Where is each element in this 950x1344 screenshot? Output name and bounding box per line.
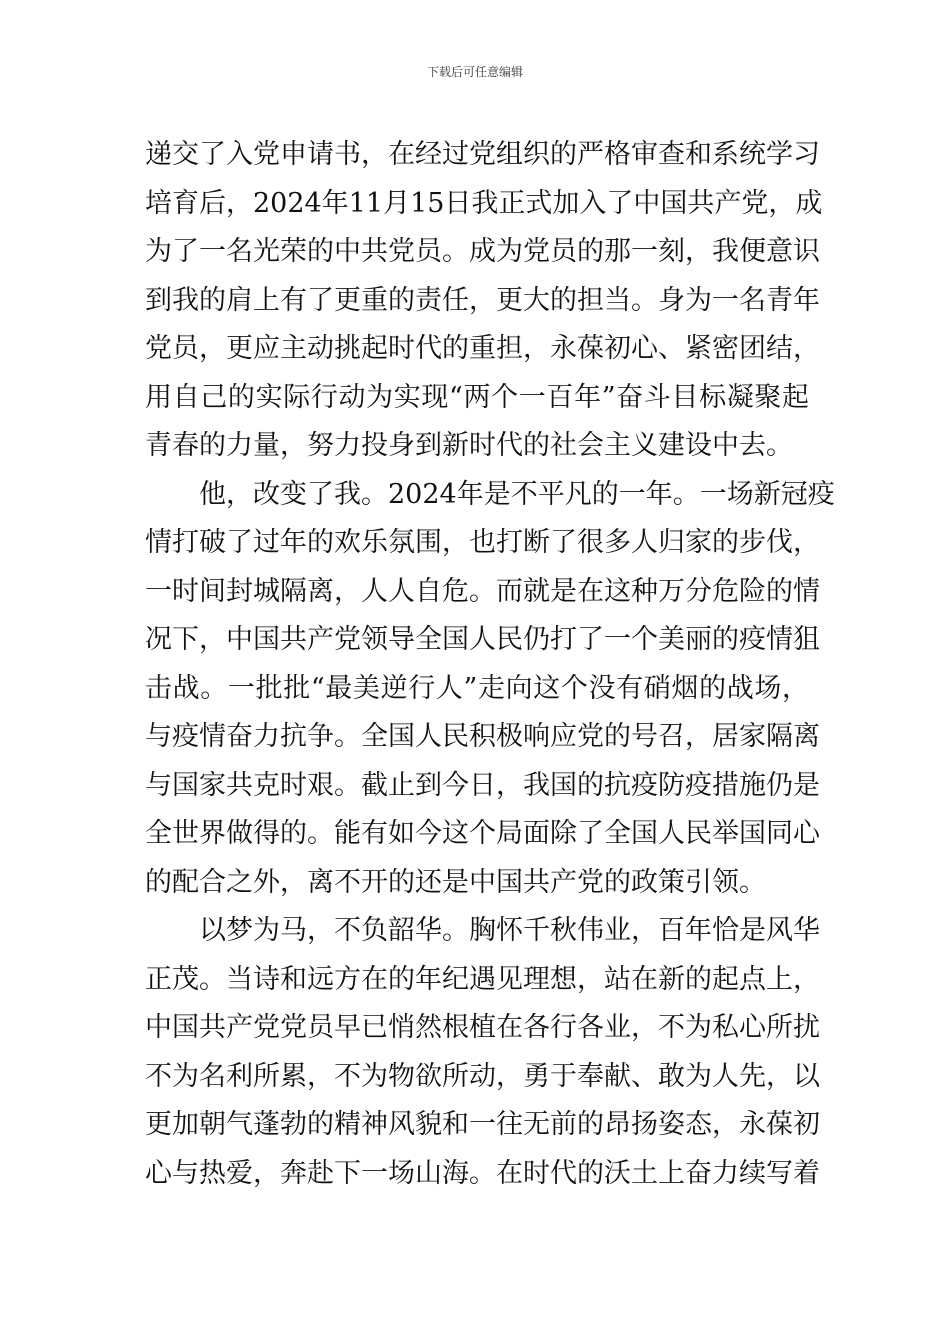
page-header: 下载后可任意编辑 [426, 65, 523, 79]
text-line: 与疫情奋力抗争。全国人民积极响应党的号召，居家隔离 [145, 721, 820, 752]
text-line: 况下，中国共产党领导全国人民仍打了一个美丽的疫情狙 [145, 624, 820, 655]
text-line: 的配合之外，离不开的还是中国共产党的政策引领。 [145, 866, 766, 898]
text-line: 到我的肩上有了更重的责任，更大的担当。身为一名青年 [145, 284, 820, 316]
text-line: 他，改变了我。2024年是不平凡的一年。一场新冠疫 [199, 478, 835, 510]
text-line: 与国家共克时艰。截止到今日，我国的抗疫防疫措施仍是 [145, 769, 820, 801]
text-line: 培育后，2024年11月15日我正式加入了中国共产党，成 [145, 187, 823, 219]
text-line: 以梦为马，不负韶华。胸怀千秋伟业，百年恰是风华 [199, 915, 820, 946]
text-line: 更加朝气蓬勃的精神风貌和一往无前的昂扬姿态，永葆初 [145, 1109, 820, 1140]
text-line: 党员，更应主动挑起时代的重担，永葆初心、紧密团结， [145, 333, 820, 364]
text-line: 用自己的实际行动为实现“两个一百年”奋斗目标凝聚起 [145, 381, 809, 413]
document-body [145, 131, 835, 1198]
text-line: 击战。一批批“最美逆行人”走向这个没有硝烟的战场， [145, 672, 809, 704]
text-line: 正茂。当诗和远方在的年纪遇见理想，站在新的起点上， [145, 963, 820, 995]
text-line: 全世界做得的。能有如今这个局面除了全国人民举国同心 [145, 818, 820, 849]
text-line: 中国共产党党员早已悄然根植在各行各业，不为私心所扰 [145, 1012, 820, 1043]
text-line: 情打破了过年的欢乐氛围，也打断了很多人归家的步伐， [145, 527, 820, 558]
text-line: 心与热爱，奔赴下一场山海。在时代的沃土上奋力续写着 [145, 1157, 820, 1189]
text-line: 一时间封城隔离，人人自危。而就是在这种万分危险的情 [145, 575, 820, 607]
text-line: 递交了入党申请书，在经过党组织的严格审查和系统学习 [145, 139, 820, 170]
text-line: 为了一名光荣的中共党员。成为党员的那一刻，我便意识 [145, 236, 820, 267]
text-line: 不为名利所累，不为物欲所动，勇于奉献、敢为人先，以 [145, 1060, 820, 1092]
text-line: 青春的力量，努力投身到新时代的社会主义建设中去。 [145, 430, 793, 461]
